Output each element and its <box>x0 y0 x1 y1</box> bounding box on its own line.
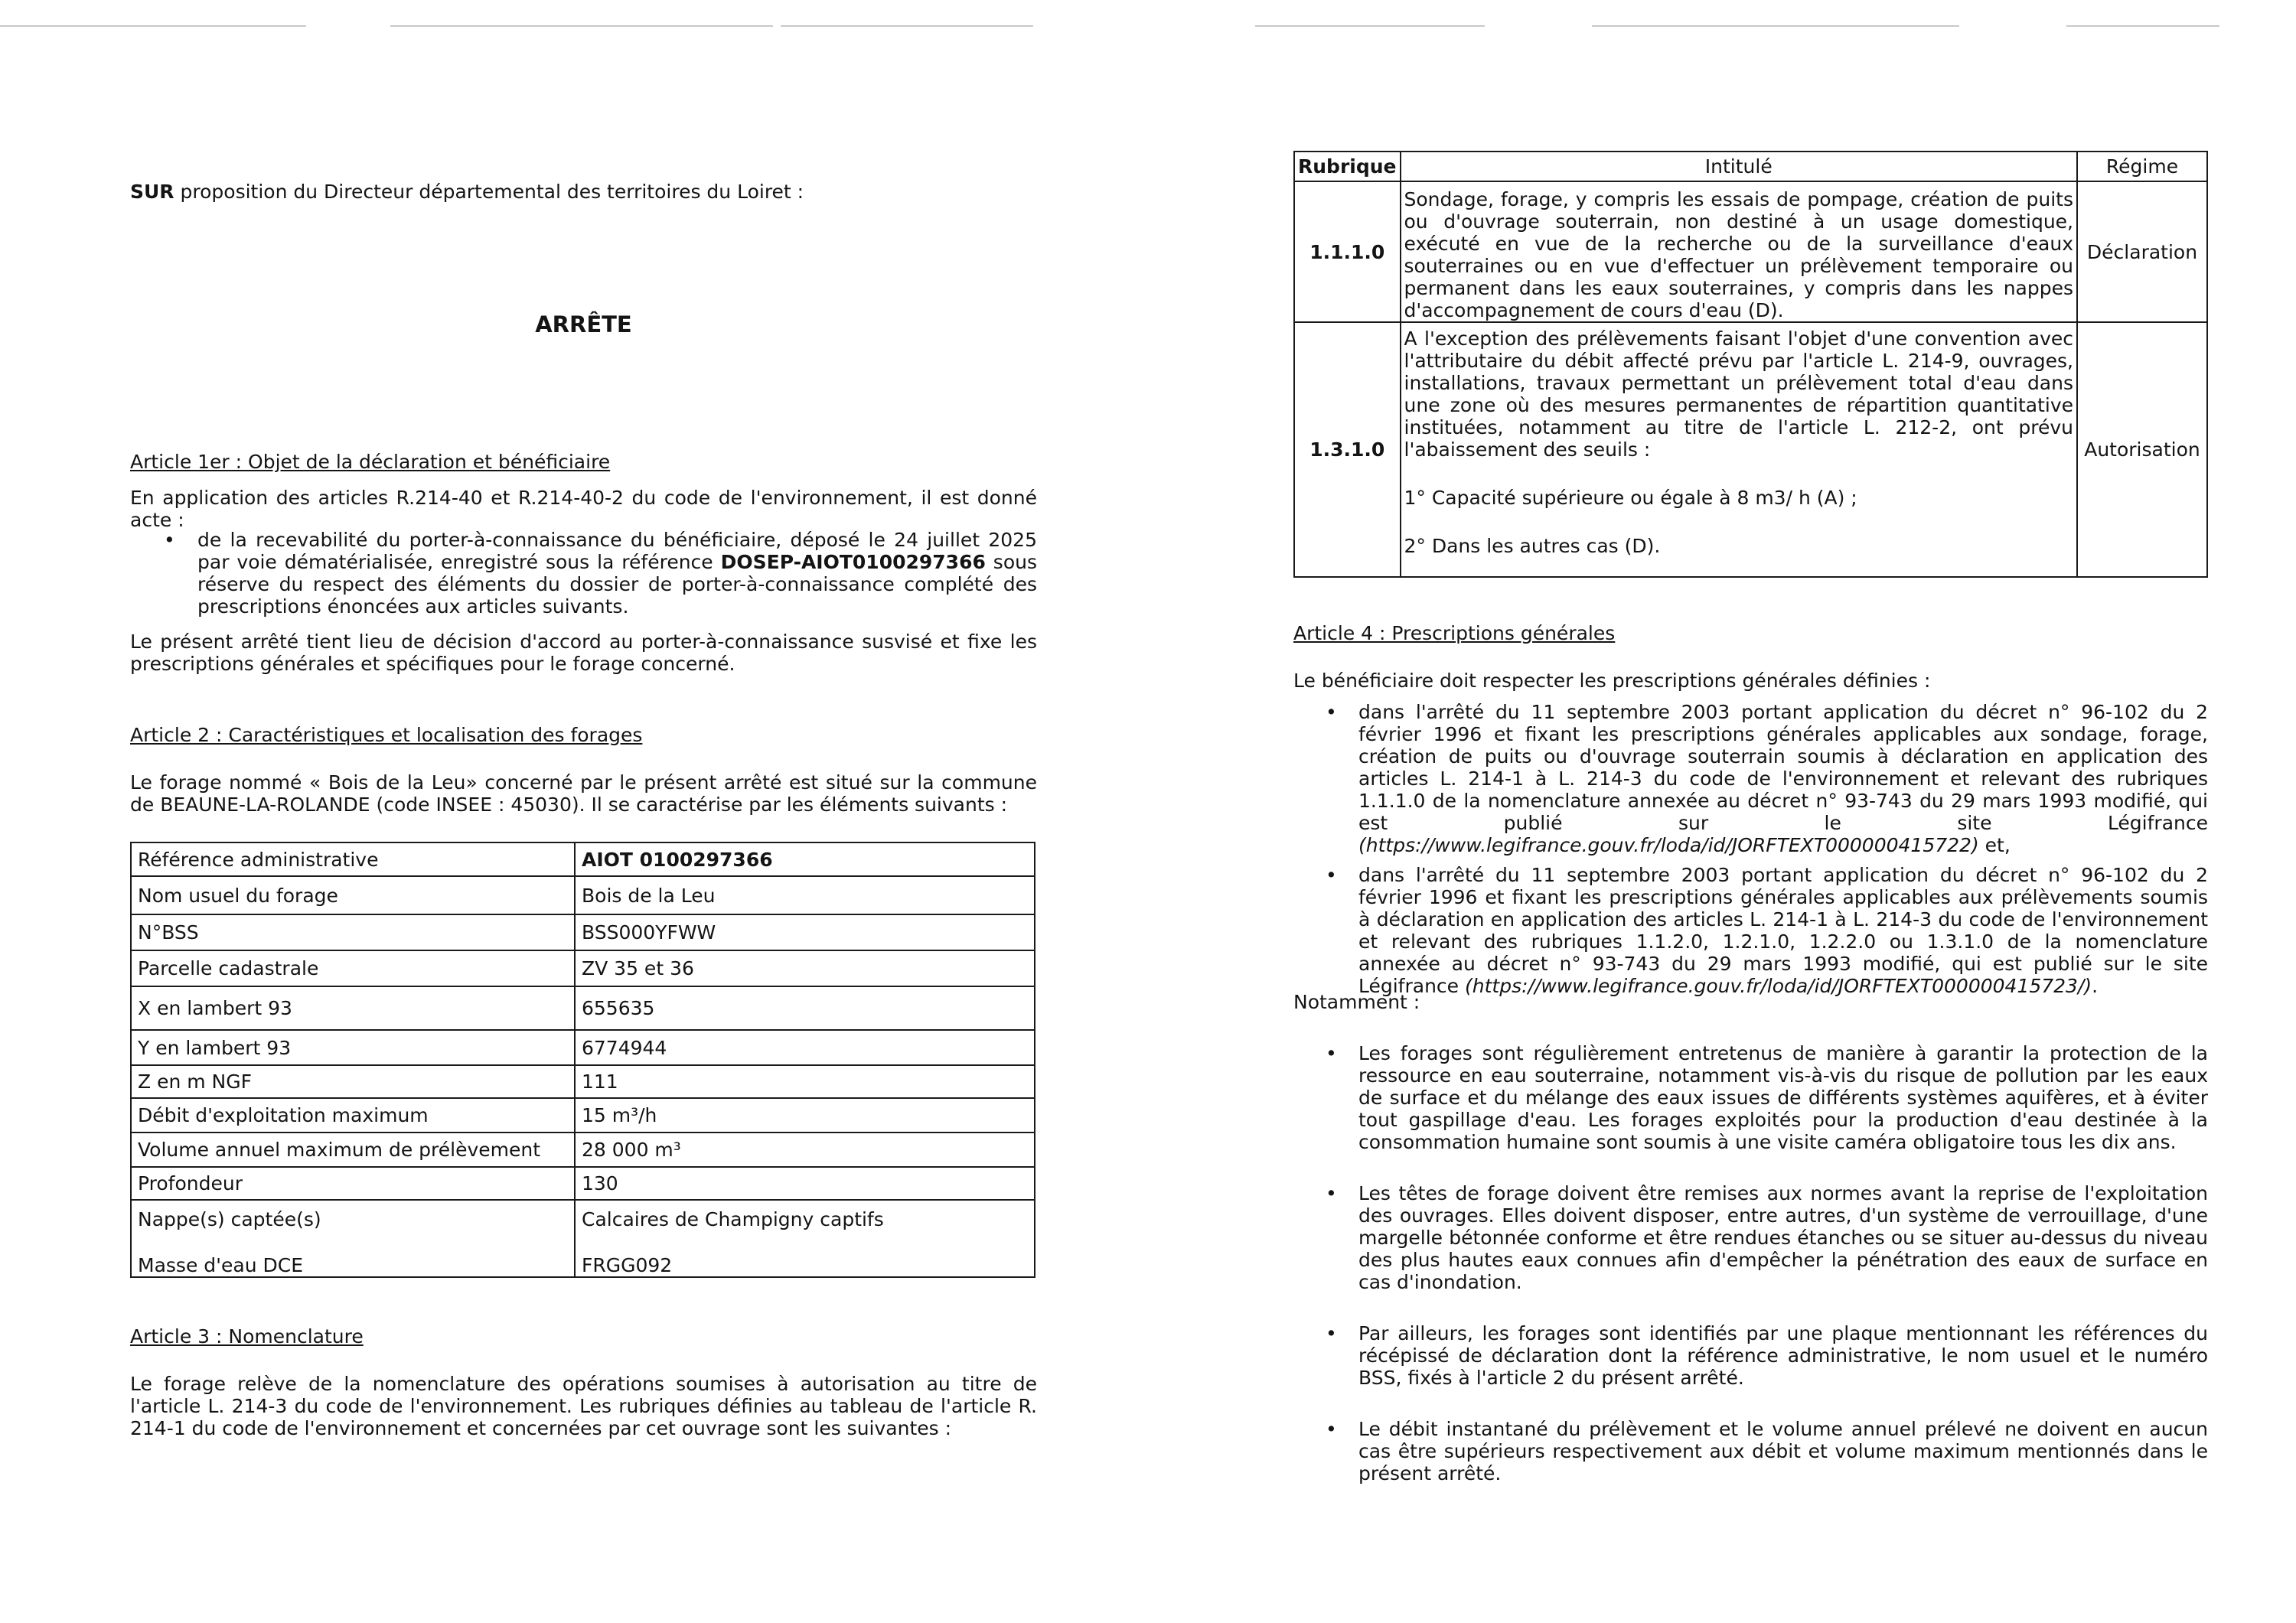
list-item: • Le débit instantané du prélèvement et le volume annuel prélevé ne doivent en aucun cas être supérieurs respectivement aux débit et volume maximum mentionnés dans le présent arrêté. <box>1293 1418 2208 1484</box>
table-row: Volume annuel maximum de prélèvement 28 000 m³ <box>131 1133 1035 1167</box>
article4-heading: Article 4 : Prescriptions générales <box>1293 622 1616 644</box>
table-row: Référence administrative AIOT 0100297366 <box>131 842 1035 876</box>
scan-artifact-line <box>1592 25 1959 27</box>
table-row: Profondeur 130 <box>131 1167 1035 1200</box>
nomenclature-table <box>1293 151 2208 578</box>
table-row: X en lambert 93 655635 <box>131 986 1035 1030</box>
scan-artifact-line <box>2066 25 2219 27</box>
list-item: • dans l'arrêté du 11 septembre 2003 portant application du décret n° 96-102 du 2 février 1996 et fixant les prescriptions générales applicables aux sondage, forage, création de puits ou d'ouvrage souterrain soumis à déclaration en application des articles L. 214-1 à L. 214-3 du code de l'environnement et relevant des rubriques 1.1.1.0 de la nomenclature annexée au décret n° 93-743 du 29 mars 1993 modifié, qui est publié sur le site Légifrance (https://www.legifrance.gouv.fr/loda/id/JORFTEXT000000415722) et, <box>1293 701 2208 856</box>
notamment-label: Notamment : <box>1293 991 1420 1013</box>
table-row: Parcelle cadastrale ZV 35 et 36 <box>131 950 1035 986</box>
table-row: Nappe(s) captée(s) Masse d'eau DCE Calcaires de Champigny captifs FRGG092 <box>131 1200 1035 1277</box>
list-item: • Par ailleurs, les forages sont identifiés par une plaque mentionnant les références du récépissé de déclaration dont la référence administrative, le nom usuel et le numéro BSS, fixés à l'article 2 du présent arrêté. <box>1293 1322 2208 1389</box>
scan-artifact-line <box>781 25 1033 27</box>
table-row: Y en lambert 93 6774944 <box>131 1030 1035 1065</box>
list-item: • Les têtes de forage doivent être remises aux normes avant la reprise de l'exploitation des ouvrages. Elles doivent disposer, entre autres, d'un système de verrouillage, d'une margelle bétonnée conforme et être rendues étanches ou se situer au-dessus du niveau des plus hautes eaux connues afin d'empêcher la pénétration des eaux de surface en cas d'inondation. <box>1293 1182 2208 1293</box>
sur-line <box>130 181 804 203</box>
article1-closing: Le présent arrêté tient lieu de décision d'accord au porter-à-connaissance susvisé et fixe les prescriptions générales et spécifiques pour le forage concerné. <box>130 631 1037 675</box>
scan-artifact-line <box>1255 25 1485 27</box>
article1-heading: Article 1er : Objet de la déclaration et bénéficiaire <box>130 451 611 473</box>
table-row: 1.1.1.0 Sondage, forage, y compris les essais de pompage, création de puits ou d'ouvrage souterrain, non destiné à un usage domestique, exécuté en vue de la recherche ou de la surveillance d'eaux souterraines ou en vue d'effectuer un prélèvement temporaire ou permanent dans les eaux souterraines, y compris dans les nappes d'accompagnement de cours d'eau (D). Déclaration <box>1294 181 2207 322</box>
article1-bullets <box>130 529 1037 618</box>
reference-number: DOSEP-AIOT0100297366 <box>720 551 986 573</box>
sur-bold: SUR <box>130 181 174 203</box>
list-item: • de la recevabilité du porter-à-connaissance du bénéficiaire, déposé le 24 juillet 2025 par voie dématérialisée, enregistré sous la référence DOSEP-AIOT0100297366 sous réserve du respect des éléments du dossier de porter-à-connaissance complété des prescriptions énoncées aux articles suivants. <box>130 529 1037 618</box>
table-row: Z en m NGF 111 <box>131 1065 1035 1098</box>
table-row: 1.3.1.0 A l'exception des prélèvements faisant l'objet d'une convention avec l'attributaire du débit affecté prévu par l'article L. 214-9, ouvrages, installations, travaux permettant un prélèvement total d'eau dans une zone où des mesures permanentes de répartition quantitative instituées, notamment au titre de l'article L. 212-2, ont prévu l'abaissement des seuils : 1° Capacité supérieure ou égale à 8 m3/ h (A) ; 2° Dans les autres cas (D). Autorisation <box>1294 322 2207 577</box>
forage-table <box>130 842 1035 1278</box>
legifrance-link[interactable]: (https://www.legifrance.gouv.fr/loda/id/JORFTEXT000000415722) <box>1358 834 1979 856</box>
scan-artifact-line <box>0 25 306 27</box>
article4-reference-list <box>1293 701 2208 997</box>
scan-artifact-line <box>390 25 773 27</box>
article3-text: Le forage relève de la nomenclature des opérations soumises à autorisation au titre de l'article L. 214-3 du code de l'environnement. Les rubriques définies au tableau de l'article R. 214-1 du code de l'environnement et concernées par cet ouvrage sont les suivantes : <box>130 1373 1037 1439</box>
list-item: • dans l'arrêté du 11 septembre 2003 portant application du décret n° 96-102 du 2 février 1996 et fixant les prescriptions générales applicables aux prélèvements soumis à déclaration en application des articles L. 214-1 à L. 214-3 du code de l'environnement et relevant des rubriques 1.1.2.0, 1.2.1.0, 1.2.2.0 ou 1.3.1.0 de la nomenclature annexée au décret n° 93-743 du 29 mars 1993 modifié, qui est publié sur le site Légifrance (https://www.legifrance.gouv.fr/loda/id/JORFTEXT000000415723/). <box>1293 864 2208 997</box>
table-row: N°BSS BSS000YFWW <box>131 914 1035 950</box>
legifrance-link[interactable]: (https://www.legifrance.gouv.fr/loda/id/JORFTEXT000000415723/) <box>1465 975 2092 997</box>
article2-heading: Article 2 : Caractéristiques et localisation des forages <box>130 724 643 746</box>
article3-heading: Article 3 : Nomenclature <box>130 1325 364 1348</box>
list-item: • Les forages sont régulièrement entretenus de manière à garantir la protection de la ressource en eau souterraine, notamment vis-à-vis du risque de pollution par les eaux de surface et du mélange des eaux issues de différents systèmes aquifères, et à éviter tout gaspillage d'eau. Les forages exploités pour la production d'eau destinée à la consommation humaine sont soumis à une visite caméra obligatoire tous les dix ans. <box>1293 1042 2208 1153</box>
table-header-row: Rubrique Intitulé Régime <box>1294 152 2207 181</box>
article2-intro: Le forage nommé « Bois de la Leu» concerné par le présent arrêté est situé sur la commune de BEAUNE-LA-ROLANDE (code INSEE : 45030). Il se caractérise par les éléments suivants : <box>130 771 1037 816</box>
page-title: ARRÊTE <box>535 311 632 337</box>
article4-intro: Le bénéficiaire doit respecter les prescriptions générales définies : <box>1293 670 1931 692</box>
table-row: Nom usuel du forage Bois de la Leu <box>131 876 1035 914</box>
article4-prescriptions <box>1293 1042 2208 1484</box>
article1-intro: En application des articles R.214-40 et R.214-40-2 du code de l'environnement, il est donné acte : <box>130 487 1037 531</box>
table-row: Débit d'exploitation maximum 15 m³/h <box>131 1098 1035 1133</box>
sur-text: proposition du Directeur départemental des territoires du Loiret : <box>174 181 804 203</box>
